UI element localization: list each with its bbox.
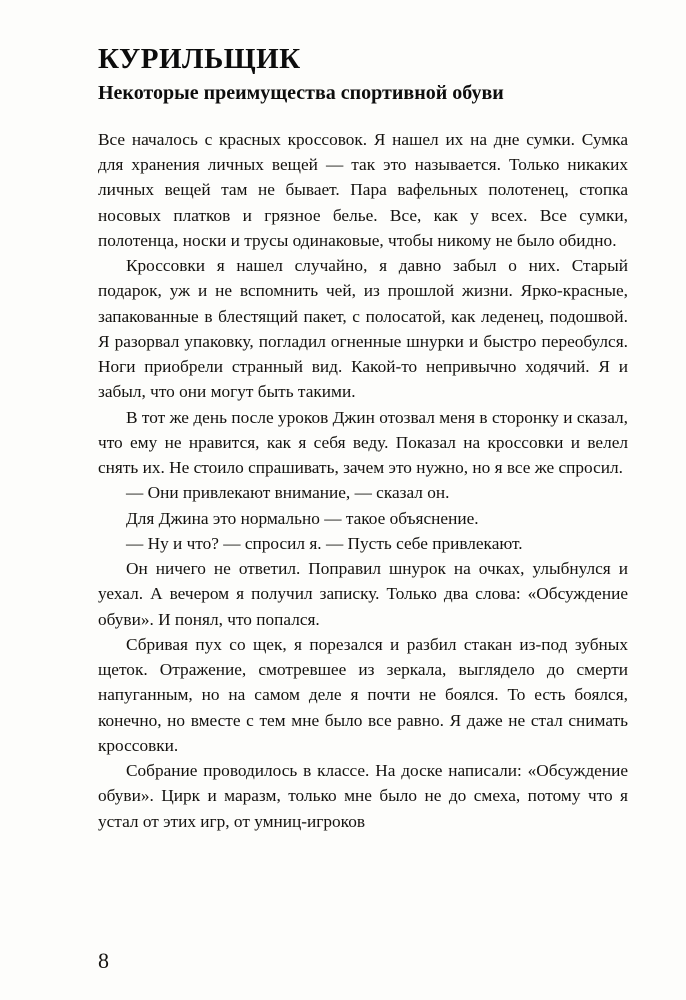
paragraph: Все началось с красных кроссовок. Я нашел их на дне сумки. Сумка для хранения личных вещей — так это называется. Только никаких личных вещей там не бывает. Пара вафельных полотенец, стопка носовых платков и грязное белье. Все, как у всех. Все сумки, полотенца, носки и трусы одинаковые, чтобы никому не было обидно. [98,129,628,250]
paragraph: — Ну и что? — спросил я. — Пусть себе привлекают. [126,533,523,553]
paragraph: Кроссовки я нашел случайно, я давно забыл о них. Старый подарок, уж и не вспомнить чей, из прошлой жизни. Ярко-красные, запакованные в блестящий пакет, с полосатой, как леденец, подошвой. Я разорвал упаковку, погладил огненные шнурки и быстро переобулся. Ноги приобрели странный вид. Какой-то непривычно ходячий. Я и забыл, что они могут быть такими. [98,256,628,402]
page-title: КУРИЛЬЩИК [98,43,301,75]
paragraph: — Они привлекают внимание, — сказал он. [126,483,450,503]
page-number: 8 [98,948,109,973]
paragraph: Для Джина это нормально — такое объяснение. [126,508,479,528]
paragraph: Сбривая пух со щек, я порезался и разбил стакан из-под зубных щеток. Отражение, смотревшее из зеркала, выглядело до смерти напуганным, но на самом деле я почти не боялся. То есть боялся, конечно, но вместе с тем мне было все равно. Я даже не стал снимать кроссовки. [98,634,628,755]
body-text [98,127,628,834]
paragraph: Он ничего не ответил. Поправил шнурок на очках, улыбнулся и уехал. А вечером я получил записку. Только два слова: «Обсуждение обуви». И понял, что попался. [98,559,628,629]
page-subtitle: Некоторые преимущества спортивной обуви [98,81,504,104]
paragraph: В тот же день после уроков Джин отозвал меня в сторонку и сказал, что ему не нравится, как я себя веду. Показал на кроссовки и велел снять их. Не стоило спрашивать, зачем это нужно, но я все же спросил. [98,407,628,478]
paragraph: Собрание проводилось в классе. На доске написали: «Обсуждение обуви». Цирк и маразм, только мне было не до смеха, потому что я устал от этих игр, от умниц-игроков [98,761,628,831]
